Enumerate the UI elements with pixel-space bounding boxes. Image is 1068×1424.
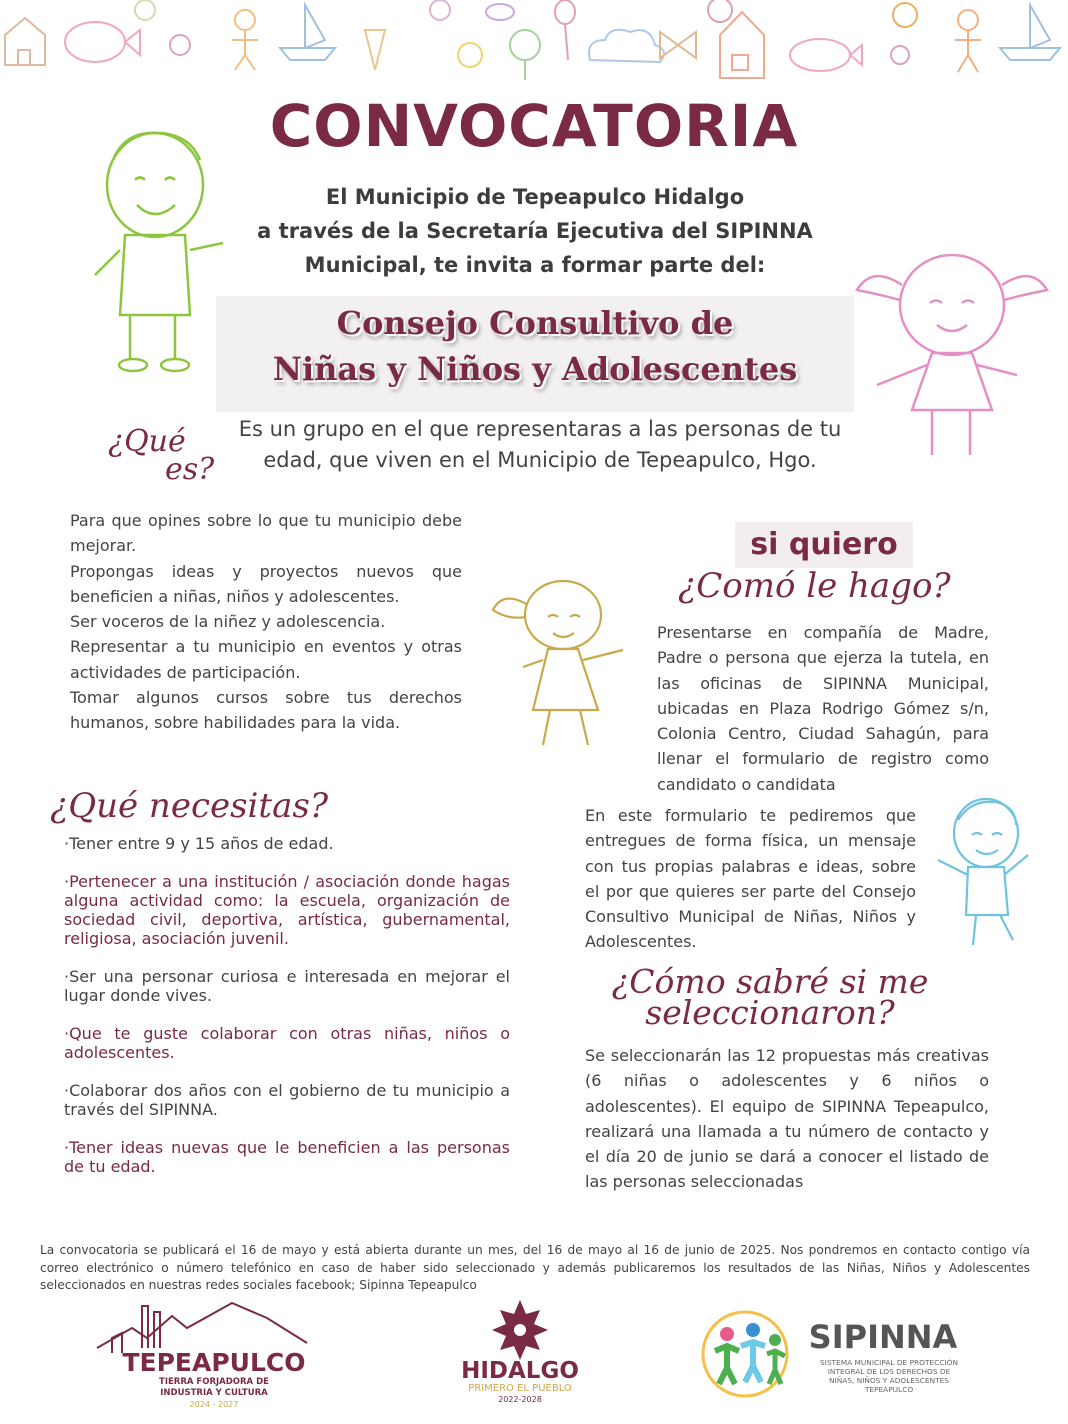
seleccion-text: Se seleccionarán las 12 propuestas más creativas (6 niñas o adolescentes y 6 niños o adolescentes). El equipo de SIPINNA Tepeapulco, realizará una llamada a tu número de contacto y el día 20 de junio se dará a conocer el listado de las personas seleccionadas (585, 1046, 989, 1192)
como-hago-text: Presentarse en compañía de Madre, Padre o persona que ejerza la tutela, en las oficinas de SIPINNA Municipal, ubicadas en Plaza Rodrigo Gómez s/n, Colonia Centro, Ciudad Sahagún, para llenar el formulario de registro como candidato o candidata (657, 623, 989, 794)
sipinna-line-2: INTEGRAL DE LOS DERECHOS DE (827, 1367, 951, 1376)
hidalgo-logo (430, 1298, 610, 1410)
banner-line-2: Niñas y Niños y Adolescentes (272, 350, 798, 388)
butterfly-doodle (660, 32, 696, 58)
que-es-text: Es un grupo en el que representaras a las personas de tu edad, que viven en el Municipio de Tepeapulco, Hgo. (238, 417, 842, 472)
girl-illustration (852, 245, 1052, 465)
necesitas-heading: ¿Qué necesitas? (50, 786, 329, 826)
requirements-list (64, 834, 510, 1195)
sabre-line-2: seleccionaron? (645, 993, 895, 1032)
que-es-heading-2: es? (165, 452, 215, 487)
banner-line-1: Consejo Consultivo de (336, 304, 734, 342)
fish-doodle (65, 22, 140, 62)
formulario-text: En este formulario te pediremos que entregues de forma física, un mensaje con tus propias palabras e ideas, sobre el por que quieres ser parte del Consejo Consultivo Municipal de Niñas, Niños y Adolescentes. (585, 806, 916, 952)
house-doodle-2 (720, 12, 764, 78)
tepeapulco-logo (92, 1298, 342, 1410)
sipinna-name: SIPINNA (808, 1318, 958, 1356)
tepeapulco-tagline-1: TIERRA FORJADORA DE (159, 1377, 269, 1387)
balloon-doodle (555, 0, 575, 60)
requirement-item: ·Que te guste colaborar con otras niñas, niños o adolescentes. (64, 1024, 510, 1062)
hidalgo-name: HIDALGO (461, 1358, 579, 1384)
sipinna-kids-icon (703, 1312, 787, 1396)
purpose-item: Propongas ideas y proyectos nuevos que beneficien a niñas, niños y adolescentes. (70, 561, 462, 606)
page-title: CONVOCATORIA (269, 92, 799, 160)
requirement-item: ·Colaborar dos años con el gobierno de tu municipio a través del SIPINNA. (64, 1081, 510, 1119)
sun-doodle (458, 43, 482, 67)
snail-doodle-2 (891, 46, 909, 64)
intro-line-1: El Municipio de Tepeapulco Hidalgo (325, 185, 745, 209)
intro-line-3: Municipal, te invita a formar parte del: (304, 253, 766, 277)
council-banner (216, 300, 854, 392)
requirement-item: ·Pertenecer a una institución / asociación donde hagas alguna actividad como: la escuela, organización de sociedad civil, deportiva, artística, gubernamental, religiosa, asociación juvenil. (64, 872, 510, 948)
boy-illustration (85, 125, 235, 375)
lion-doodle (893, 3, 917, 27)
house-doodle (5, 18, 45, 65)
sabre-heading (600, 962, 940, 1032)
cloud-doodle (589, 30, 664, 62)
purpose-item: Ser voceros de la niñez y adolescencia. (70, 612, 386, 632)
tepeapulco-years: 2024 - 2027 (189, 1400, 239, 1409)
como-hago-heading: ¿Comó le hago? (678, 566, 951, 606)
tree-doodle (510, 30, 540, 80)
sipinna-line-4: TEPEAPULCO (864, 1385, 914, 1394)
boat-doodle (280, 5, 335, 60)
doodle-border (0, 0, 1068, 90)
candy-doodle (486, 4, 514, 20)
sipinna-logo (695, 1306, 995, 1406)
kid-doodle-2 (955, 10, 981, 72)
que-es-heading-1: ¿Qué (108, 424, 186, 459)
intro-line-2: a través de la Secretaría Ejecutiva del SIPINNA (257, 219, 813, 243)
flower-doodle (430, 0, 450, 20)
hidalgo-years: 2022-2028 (498, 1395, 542, 1404)
si-quiero-tag: si quiero (750, 527, 898, 562)
snail-doodle (170, 35, 190, 55)
rocket-doodle (365, 30, 385, 70)
requirement-item: ·Tener ideas nuevas que le beneficien a las personas de tu edad. (64, 1138, 510, 1176)
tepeapulco-tagline-2: INDUSTRIA Y CULTURA (160, 1388, 268, 1398)
jumping-kid-illustration (928, 795, 1038, 950)
requirement-item: ·Ser una personar curiosa e interesada en mejorar el lugar donde vives. (64, 967, 510, 1005)
small-girl-illustration (488, 575, 633, 750)
sipinna-line-3: NIÑAS, NIÑOS Y ADOLESCENTES (829, 1376, 949, 1385)
purpose-item: Para que opines sobre lo que tu municipio debe mejorar. (70, 511, 462, 556)
intro-text (230, 180, 840, 282)
hidalgo-tagline: PRIMERO EL PUEBLO (468, 1383, 572, 1394)
boat-doodle-2 (1000, 5, 1060, 60)
requirement-item: ·Tener entre 9 y 15 años de edad. (64, 834, 334, 853)
sipinna-line-1: SISTEMA MUNICIPAL DE PROTECCIÓN (819, 1358, 959, 1367)
tepeapulco-name: TEPEAPULCO (122, 1348, 306, 1377)
cat-doodle (135, 0, 155, 20)
sabre-line-1: ¿Cómo sabré si me (611, 962, 929, 1001)
kid-doodle (232, 10, 258, 70)
purpose-item: Tomar algunos cursos sobre tus derechos humanos, sobre habilidades para la vida. (70, 688, 462, 733)
bear-doodle (708, 0, 732, 22)
purpose-item: Representar a tu municipio en eventos y otras actividades de participación. (70, 637, 462, 682)
whale-doodle (790, 39, 862, 71)
hidalgo-flower-icon (492, 1300, 548, 1360)
footer-note: La convocatoria se publicará el 16 de mayo y está abierta durante un mes, del 16 de mayo al 16 de junio de 2025. Nos pondremos en contacto contigo vía correo electrónico o número telefónico en caso de haber sido seleccionado y además publicaremos los resultados de las Niñas, Niños y Adolescentes seleccionados en nuestras redes sociales facebook; Sipinna Tepeapulco (40, 1243, 1030, 1292)
purposes-list (70, 508, 462, 736)
